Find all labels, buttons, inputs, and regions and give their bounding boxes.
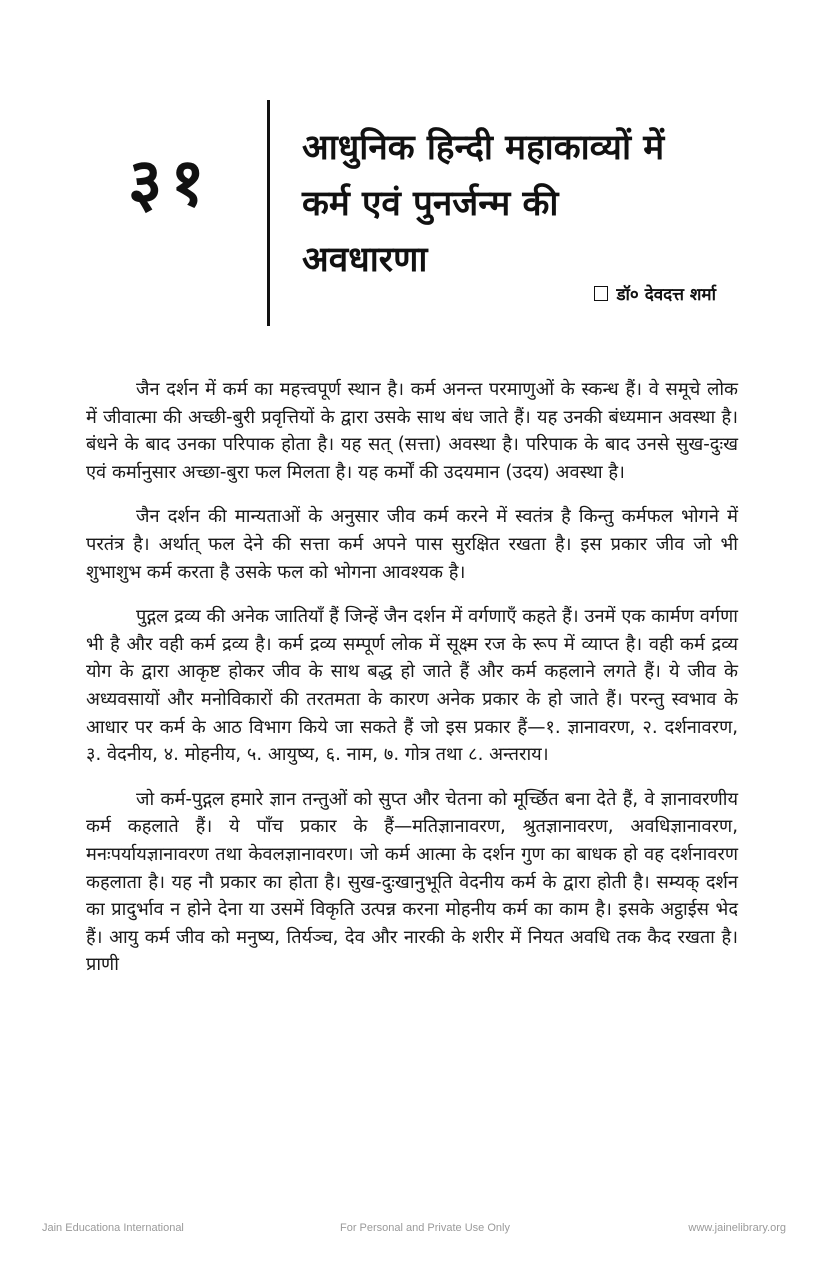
chapter-number: ३१ (128, 144, 213, 221)
title-line-2: कर्म एवं पुनर्जन्म की (302, 184, 559, 224)
article-body (86, 376, 738, 996)
author-name: डॉ० देवदत्त शर्मा (616, 285, 716, 305)
chapter-title (302, 120, 742, 288)
paragraph-2: जैन दर्शन की मान्यताओं के अनुसार जीव कर्म करने में स्वतंत्र है किन्तु कर्मफल भोगने में परतंत्र है। अर्थात् फल देने की सत्ता कर्म अपने पास सुरक्षित रखता है। इस प्रकार जीव जो भी शुभाशुभ कर्म करता है उसके फल को भोगना आवश्यक है। (86, 506, 738, 583)
footer-usage-notice: For Personal and Private Use Only (340, 1222, 510, 1234)
square-bullet-icon (594, 286, 608, 301)
title-line-1: आधुनिक हिन्दी महाकाव्यों में (302, 128, 665, 168)
paragraph-3: पुद्गल द्रव्य की अनेक जातियाँ हैं जिन्हें जैन दर्शन में वर्गणाएँ कहते हैं। उनमें एक कार्मण वर्गणा भी है और वही कर्म द्रव्य है। कर्म द्रव्य सम्पूर्ण लोक में सूक्ष्म रज के रूप में व्याप्त है। वही कर्म द्रव्य योग के द्वारा आकृष्ट होकर जीव के साथ बद्ध हो जाते हैं और कर्म कहलाने लगते हैं। ये जीव के अध्यवसायों और मनोविकारों की तरतमता के कारण अनेक प्रकार के हो जाते हैं। परन्तु स्वभाव के आधार पर कर्म के आठ विभाग किये जा सकते हैं जो इस प्रकार हैं—१. ज्ञानावरण, २. दर्शनावरण, ३. वेदनीय, ४. मोहनीय, ५. आयुष्य, ६. नाम, ७. गोत्र तथा ८. अन्तराय। (86, 606, 738, 766)
footer-publisher: Jain Educationa International (42, 1222, 184, 1234)
author-byline (594, 282, 716, 305)
paragraph-4: जो कर्म-पुद्गल हमारे ज्ञान तन्तुओं को सुप्त और चेतना को मूर्च्छित बना देते हैं, वे ज्ञानावरणीय कर्म कहलाते हैं। ये पाँच प्रकार के हैं—मतिज्ञानावरण, श्रुतज्ञानावरण, अवधिज्ञानावरण, मनःपर्यायज्ञानावरण तथा केवलज्ञानावरण। जो कर्म आत्मा के दर्शन गुण का बाधक हो वह दर्शनावरण कहलाता है। यह नौ प्रकार का होता है। सुख-दुःखानुभूति वेदनीय कर्म के द्वारा होती है। सम्यक् दर्शन का प्रादुर्भाव न होने देना या उसमें विकृति उत्पन्न करना मोहनीय कर्म का काम है। इसके अट्ठाईस भेद हैं। आयु कर्म जीव को मनुष्य, तिर्यञ्च, देव और नारकी के शरीर में नियत अवधि तक कैद रखता है। प्राणी (86, 788, 738, 976)
vertical-divider (267, 100, 270, 326)
footer-website: www.jainelibrary.org (688, 1222, 786, 1234)
paragraph-1: जैन दर्शन में कर्म का महत्त्वपूर्ण स्थान है। कर्म अनन्त परमाणुओं के स्कन्ध हैं। वे समूचे लोक में जीवात्मा की अच्छी-बुरी प्रवृत्तियों के द्वारा उसके साथ बंध जाते हैं। यह उनकी बंध्यमान अवस्था है। बंधने के बाद उनका परिपाक होता है। यह सत् (सत्ता) अवस्था है। परिपाक के बाद उनसे सुख-दुःख एवं कर्मानुसार अच्छा-बुरा फल मिलता है। यह कर्मों की उदयमान (उदय) अवस्था है। (86, 379, 738, 483)
title-line-3: अवधारणा (302, 240, 428, 280)
page-footer (0, 1222, 828, 1242)
chapter-header (0, 0, 828, 340)
